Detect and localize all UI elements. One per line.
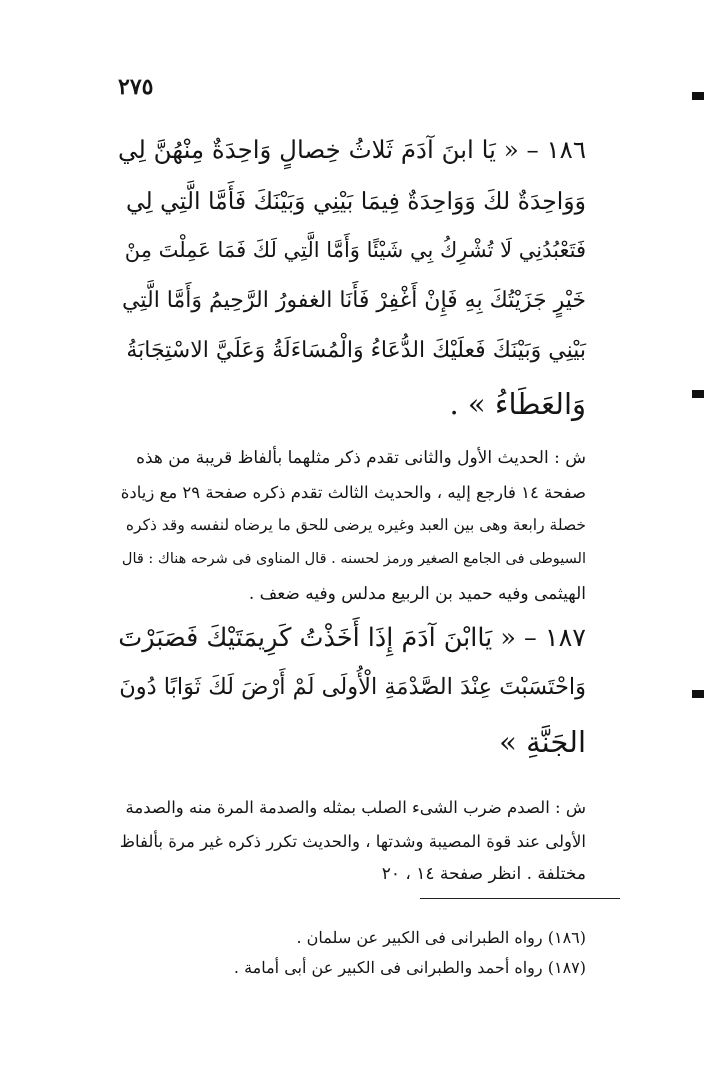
hadith-line: وَاحْتَسَبْتَ عِنْدَ الصَّدْمَةِ الْأُولَى لَمْ أَرْضَ لَكَ ثَوَابًا دُونَ (119, 674, 586, 700)
commentary-line: مختلفة . انظر صفحة ١٤ ، ٢٠ (381, 864, 586, 884)
hadith-line: وَوَاحِدَةٌ لكَ وَوَاحِدَةٌ فِيمَا بَيْنِي وَبَيْنَكَ فَأَمَّا الَّتِي لِي (125, 187, 586, 215)
hadith-line: الجَنَّةِ » (499, 725, 586, 759)
commentary-line: الأولى عند قوة المصيبة وشدتها ، والحديث تكرر ذكره غير مرة بألفاظ (119, 832, 586, 851)
hadith-line: وَالعَطَاءُ » . (449, 387, 586, 421)
commentary-line: الهيثمى وفيه حميد بن الربيع مدلس وفيه ضعف . (248, 584, 586, 604)
footnote-187: (١٨٧) رواه أحمد والطبرانى فى الكبير عن أبى أمامة . (233, 958, 586, 977)
footnote-186: (١٨٦) رواه الطبرانى فى الكبير عن سلمان . (296, 928, 586, 947)
margin-mark-middle (692, 390, 704, 398)
page-number: ٢٧٥ (118, 74, 154, 100)
margin-mark-lower (692, 690, 704, 698)
hadith-line: فَتَعْبُدُنِي لَا تُشْرِكُ بِي شَيْئًا وَأَمَّا الَّتِي لَكَ فَمَا عَمِلْتَ مِنْ (124, 238, 586, 262)
hadith-line: ١٨٧ – « يَاابْنَ آدَمَ إِذَا أَخَذْتُ كَرِيمَتَيْكَ فَصَبَرْتَ (118, 623, 586, 653)
commentary-line: السيوطى فى الجامع الصغير ورمز لحسنه . قال المناوى فى شرحه هناك : قال (121, 551, 586, 567)
footnote-separator (420, 898, 620, 899)
commentary-line: ش : الحديث الأول والثانى تقدم ذكر مثلهما بألفاظ قريبة من هذه (136, 448, 586, 468)
commentary-line: خصلة رابعة وهى بين العبد وغيره يرضى للحق ما يرضاه لنفسه وقد ذكره (125, 516, 586, 534)
hadith-line: بَيْنِي وَبَيْنَكَ فَعلَيْكَ الدُّعَاءُ وَالْمُسَاءَلَةُ وَعَلَيَّ الاسْتِجَابَةُ (126, 338, 586, 363)
commentary-line: صفحة ١٤ فارجع إليه ، والحديث الثالث تقدم ذكره صفحة ٢٩ مع زيادة (120, 483, 586, 502)
commentary-line: ش : الصدم ضرب الشىء الصلب بمثله والصدمة المرة منه والصدمة (125, 798, 586, 817)
hadith-line: ١٨٦ – « يَا ابنَ آدَمَ ثَلاثُ خِصالٍ وَاحِدَةٌ مِنْهُنَّ لِي (117, 135, 586, 164)
hadith-line: خَيْرٍ جَزَيْتُكَ بِهِ فَإِنْ أَغْفِرْ فَأَنَا الغفورُ الرَّحِيمُ وَأَمَّا الَّتِي (122, 288, 586, 313)
margin-mark-top (692, 92, 704, 100)
